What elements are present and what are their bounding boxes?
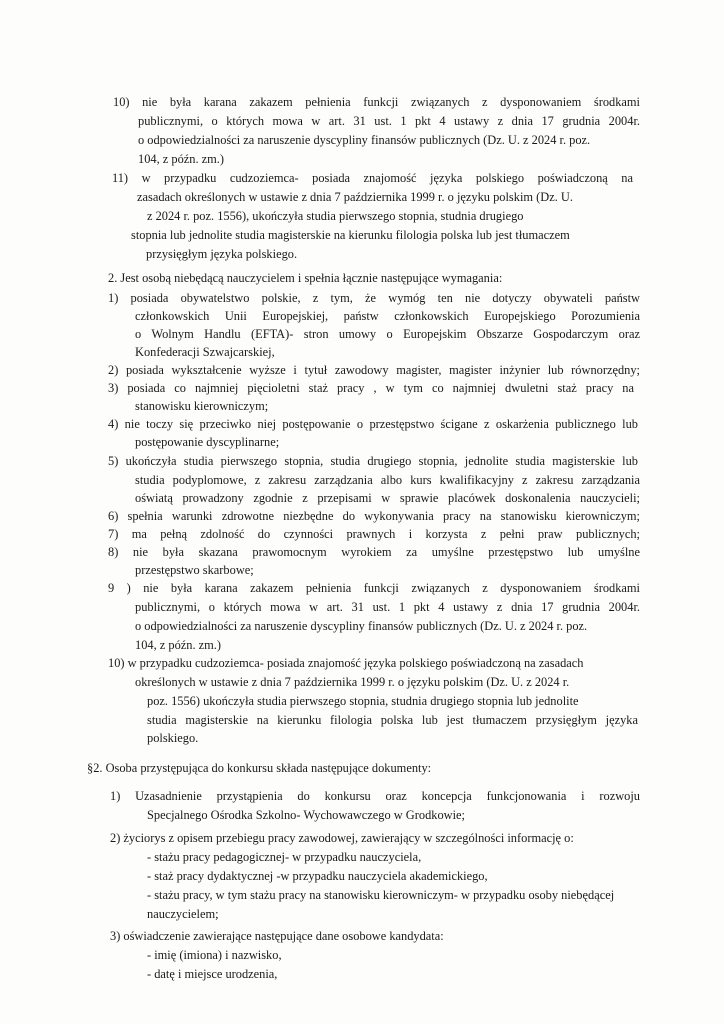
text-line: 5) ukończyła studia pierwszego stopnia, studia drugiego stopnia, jednolite studia magisterskie lub — [108, 454, 638, 468]
text-line: przestępstwo skarbowe; — [135, 563, 254, 577]
text-line: polskiego. — [147, 731, 199, 745]
text-line: 2) posiada wykształcenie wyższe i tytuł zawodowy magister, magister inżynier lub równorzędny; — [108, 363, 640, 377]
text-line: 104, z późn. zm.) — [138, 152, 225, 166]
text-line: stanowisku kierowniczym; — [135, 399, 269, 413]
text-line: 2) życiorys z opisem przebiegu pracy zawodowej, zawierający w szczególności informację o: — [110, 831, 574, 845]
text-line: 3) posiada co najmniej pięcioletni staż pracy , w tym co najmniej dwuletni staż pracy na — [108, 381, 634, 395]
text-line: 8) nie była skazana prawomocnym wyrokiem za umyślne przestępstwo lub umyślne — [108, 545, 640, 559]
text-line: Konfederacji Szwajcarskiej, — [135, 345, 275, 359]
text-line: Specjalnego Ośrodka Szkolno- Wychowawczego w Grodkowie; — [147, 808, 465, 822]
text-line: 10) w przypadku cudzoziemca- posiada znajomość języka polskiego poświadczoną na zasadach — [108, 656, 584, 670]
text-line: zasadach określonych w ustawie z dnia 7 października 1999 r. o języku polskim (Dz. U. — [137, 190, 573, 204]
text-line: - staż pracy dydaktycznej -w przypadku nauczyciela akademickiego, — [147, 869, 488, 883]
text-line: poz. 1556) ukończyła studia pierwszego stopnia, studnia drugiego stopnia lub jednolite — [147, 694, 579, 708]
text-line: 6) spełnia warunki zdrowotne niezbędne do wykonywania pracy na stanowisku kierowniczym; — [108, 509, 640, 523]
text-line: - imię (imiona) i nazwisko, — [147, 948, 282, 962]
text-line: 11) w przypadku cudzoziemca- posiada znajomość języka polskiego poświadczoną na — [112, 171, 633, 185]
text-line: stopnia lub jednolite studia magisterskie na kierunku filologia polska lub jest tłumaczem — [131, 228, 570, 242]
text-line: postępowanie dyscyplinarne; — [135, 435, 280, 449]
section-heading: 2. Jest osobą niebędącą nauczycielem i spełnia łącznie następujące wymagania: — [108, 271, 503, 285]
text-line: nauczycielem; — [147, 907, 219, 921]
text-line: 9 ) nie była karana zakazem pełnienia funkcji związanych z dysponowaniem środkami — [108, 581, 640, 595]
text-line: studia magisterskie na kierunku filologia polska lub jest tłumaczem przysięgłym języka — [147, 713, 638, 727]
section-heading: §2. Osoba przystępująca do konkursu składa następujące dokumenty: — [87, 761, 432, 775]
text-line: przysięgłym języka polskiego. — [146, 247, 298, 261]
text-line: z 2024 r. poz. 1556), ukończyła studia pierwszego stopnia, studnia drugiego — [147, 209, 524, 223]
text-line: o Wolnym Handlu (EFTA)- stron umowy o Europejskim Obszarze Gospodarczym oraz — [135, 327, 640, 341]
text-line: publicznymi, o których mowa w art. 31 ust. 1 pkt 4 ustawy z dnia 17 grudnia 2004r. — [135, 600, 640, 614]
text-line: - stażu pracy pedagogicznej- w przypadku nauczyciela, — [147, 850, 422, 864]
text-line: członkowskich Unii Europejskiej, państw członkowskich Europejskiego Porozumienia — [135, 309, 640, 323]
text-line: studia podyplomowe, z zakresu zarządzania albo kurs kwalifikacyjny z zakresu zarządzania — [135, 473, 640, 487]
text-line: 7) ma pełną zdolność do czynności prawnych i korzysta z pełni praw publicznych; — [108, 527, 640, 541]
text-line: oświatą prowadzony zgodnie z przepisami w sprawie placówek doskonalenia nauczycieli; — [135, 491, 640, 505]
text-line: 4) nie toczy się przeciwko niej postępowanie o przestępstwo ścigane z oskarżenia publicznego lub — [108, 417, 638, 431]
text-line: publicznymi, o których mowa w art. 31 ust. 1 pkt 4 ustawy z dnia 17 grudnia 2004r. — [138, 114, 640, 128]
text-line: o odpowiedzialności za naruszenie dyscypliny finansów publicznych (Dz. U. z 2024 r. poz. — [138, 133, 591, 147]
text-line: 1) posiada obywatelstwo polskie, z tym, że wymóg ten nie dotyczy obywateli państw — [108, 291, 640, 305]
text-line: 1) Uzasadnienie przystąpienia do konkursu oraz koncepcja funkcjonowania i rozwoju — [110, 789, 640, 803]
text-line: - stażu pracy, w tym stażu pracy na stanowisku kierowniczym- w przypadku osoby niebędącej — [147, 888, 615, 902]
text-line: określonych w ustawie z dnia 7 października 1999 r. o języku polskim (Dz. U. z 2024 r. — [135, 675, 570, 689]
text-line: - datę i miejsce urodzenia, — [147, 967, 278, 981]
text-line: o odpowiedzialności za naruszenie dyscypliny finansów publicznych (Dz. U. z 2024 r. poz. — [135, 619, 588, 633]
text-line: 3) oświadczenie zawierające następujące dane osobowe kandydata: — [110, 929, 444, 943]
text-line: 10) nie była karana zakazem pełnienia funkcji związanych z dysponowaniem środkami — [113, 95, 640, 109]
text-line: 104, z późn. zm.) — [135, 638, 222, 652]
